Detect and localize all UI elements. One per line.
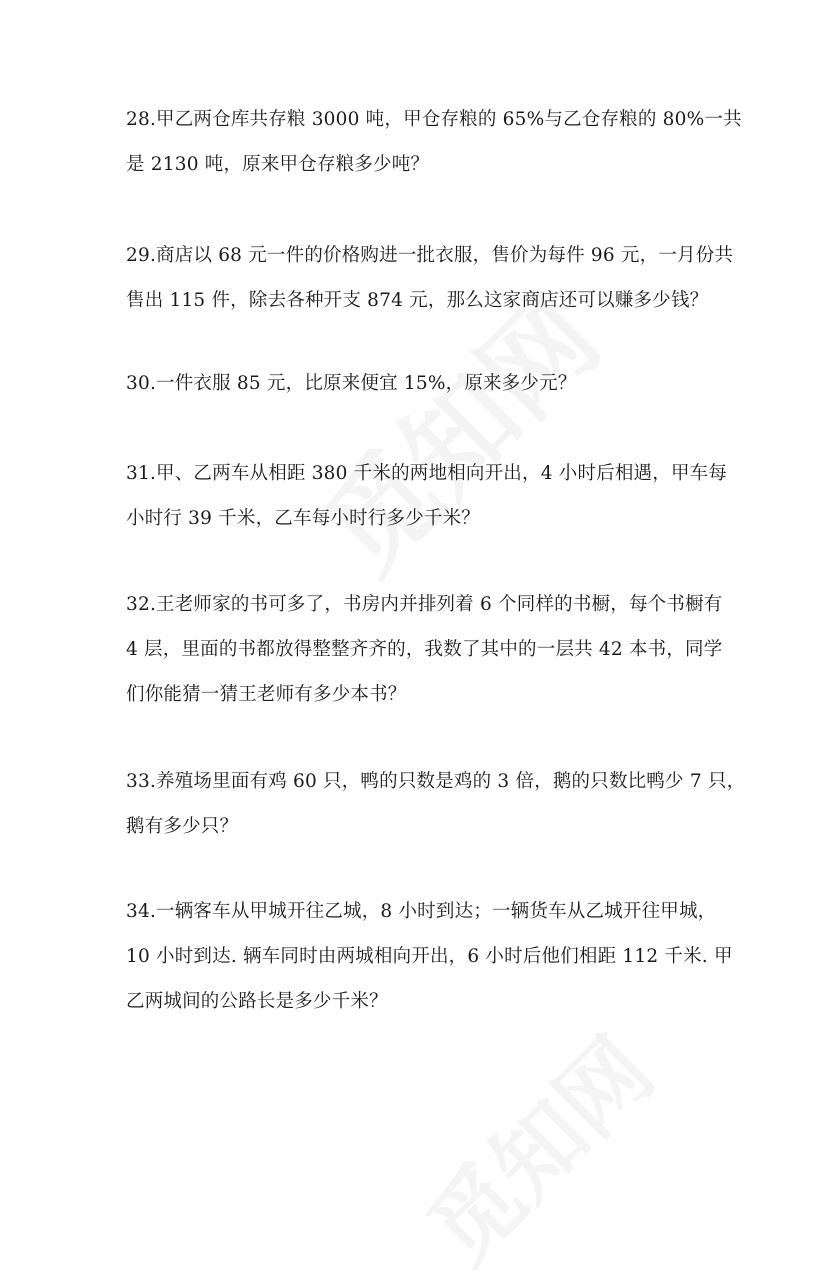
problem-line: 是 2130 吨，原来甲仓存粮多少吨？ (126, 154, 430, 175)
problem-28 (126, 97, 742, 187)
problem-line: 30.一件衣服 85 元，比原来便宜 15%，原来多少元？ (126, 373, 577, 394)
problem-line: 29.商店以 68 元一件的价格购进一批衣服，售价为每件 96 元，一月份共 (126, 245, 734, 266)
problem-line: 乙两城间的公路长是多少千米？ (126, 991, 388, 1012)
problem-line: 28.甲乙两仓库共存粮 3000 吨，甲仓存粮的 65%与乙仓存粮的 80%一共 (126, 109, 742, 130)
problem-line: 4 层，里面的书都放得整整齐齐的，我数了其中的一层共 42 本书，同学 (126, 639, 723, 660)
problem-line: 售出 115 件，除去各种开支 874 元，那么这家商店还可以赚多少钱？ (126, 290, 709, 311)
problem-line: 10 小时到达. 辆车同时由两城相向开出，6 小时后他们相距 112 千米. 甲 (126, 946, 733, 967)
problem-31 (126, 451, 728, 541)
problem-line: 小时行 39 千米，乙车每小时行多少千米？ (126, 508, 481, 529)
problem-33 (126, 759, 746, 849)
problem-line: 鹅有多少只？ (126, 816, 239, 837)
problem-29 (126, 233, 734, 323)
problem-line: 34.一辆客车从甲城开往乙城，8 小时到达；一辆货车从乙城开往甲城， (126, 901, 717, 922)
problem-32 (126, 582, 723, 717)
problem-line: 31.甲、乙两车从相距 380 千米的两地相向开出，4 小时后相遇，甲车每 (126, 463, 728, 484)
problem-30 (126, 361, 716, 406)
problem-line: 们你能猜一猜王老师有多少本书？ (126, 684, 407, 705)
problem-34 (126, 889, 733, 1024)
watermark (394, 1004, 677, 1286)
problem-line: 32.王老师家的书可多了，书房内并排列着 6 个同样的书橱，每个书橱有 (126, 594, 723, 615)
problem-line: 33.养殖场里面有鸡 60 只，鸭的只数是鸡的 3 倍，鹅的只数比鸭少 7 只， (126, 771, 746, 792)
